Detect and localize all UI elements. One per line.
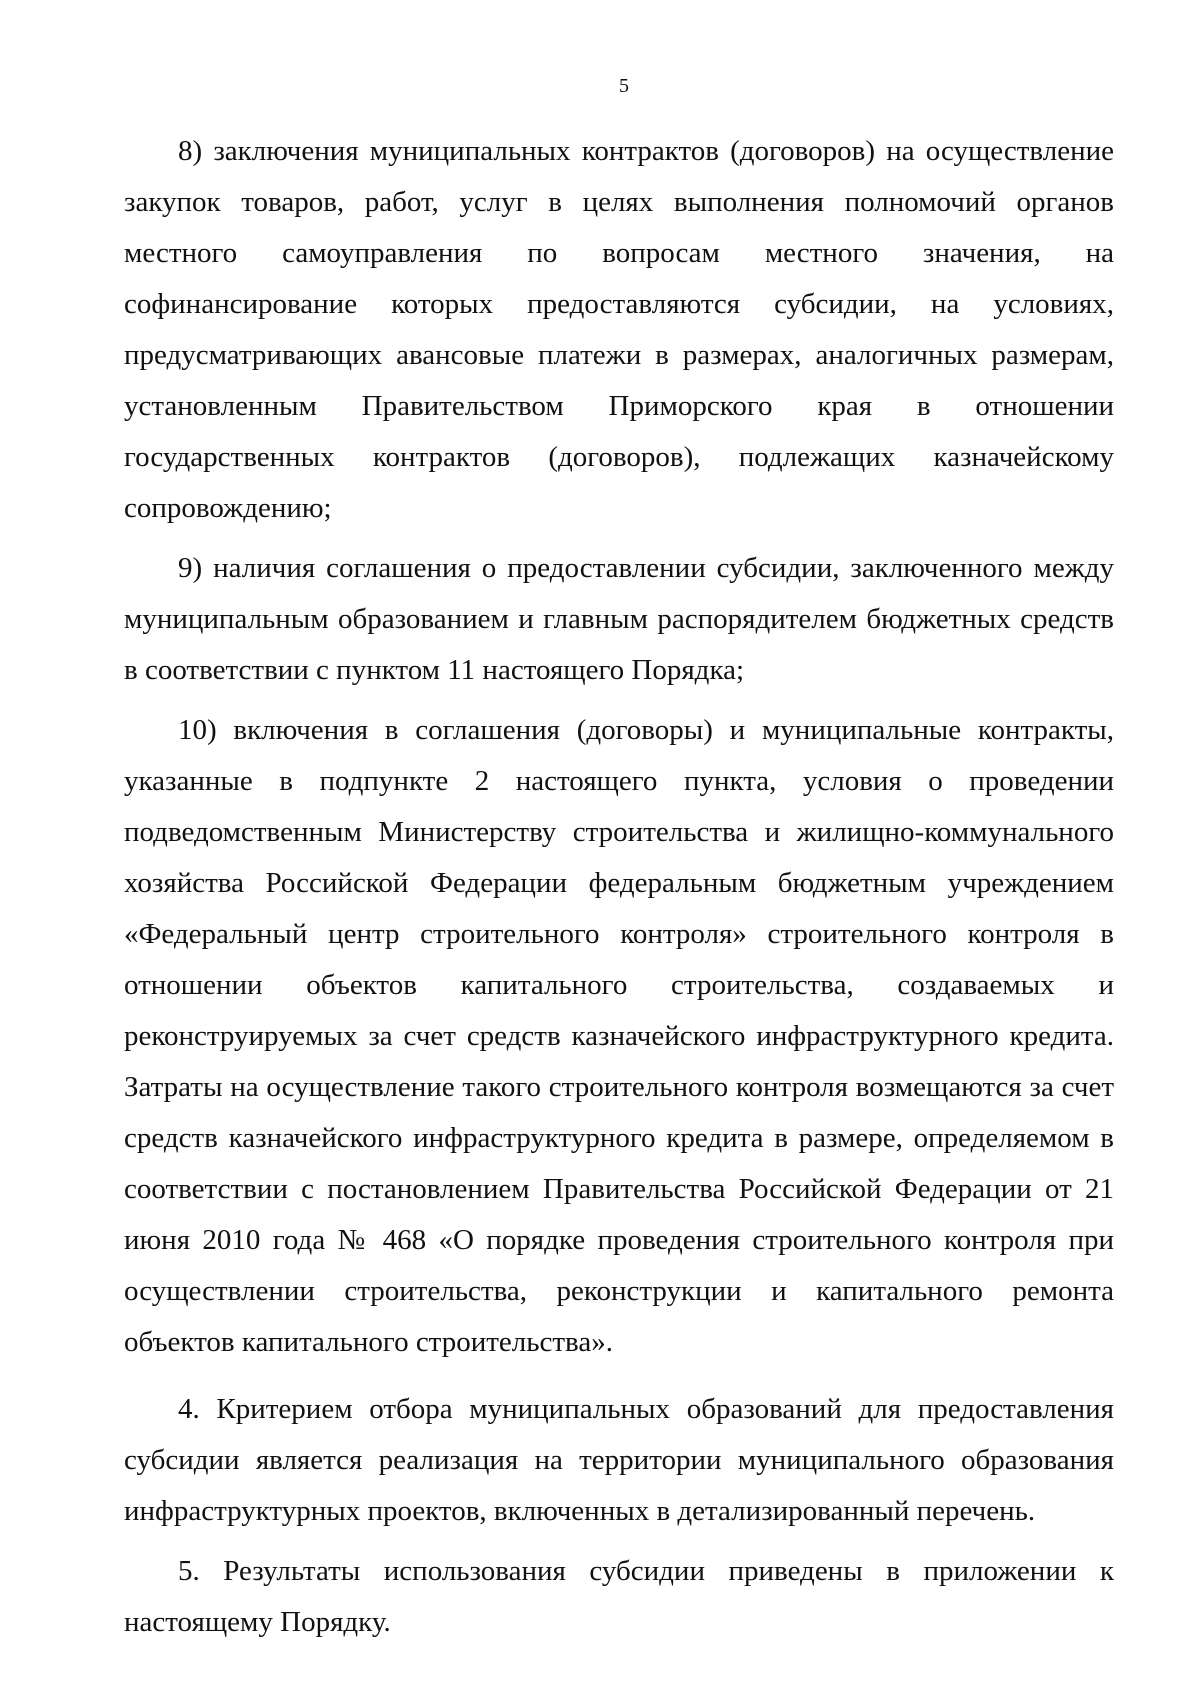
paragraph-section-4: 4. Критерием отбора муниципальных образований для предоставления субсидии является реализация на территории муниципального образования инфраструктурных проектов, включенных в детализированный перечень. [124, 1393, 1114, 1527]
paragraph-item-10: 10) включения в соглашения (договоры) и муниципальные контракты, указанные в подпункте 2 настоящего пункта, условия о проведении подведомственным Министерству строительства и жилищно-коммунального хозяйства Российской Федерации федеральным бюджетным учреждением «Федеральный центр строительного контроля» строительного контроля в отношении объектов капитального строительства, создаваемых и реконструируемых за счет средств казначейского инфраструктурного кредита. Затраты на осуществление такого строительного контроля возмещаются за счет средств казначейского инфраструктурного кредита в размере, определяемом в соответствии с постановлением Правительства Российской Федерации от 21 июня 2010 года № 468 «О порядке проведения строительного контроля при осуществлении строительства, реконструкции и капитального ремонта объектов капитального строительства». [124, 714, 1114, 1358]
paragraph-section-5: 5. Результаты использования субсидии приведены в приложении к настоящему Порядку. [124, 1555, 1114, 1638]
document-body [124, 126, 1114, 1657]
paragraph-item-8: 8) заключения муниципальных контрактов (договоров) на осуществление закупок товаров, работ, услуг в целях выполнения полномочий органов местного самоуправления по вопросам местного значения, на софинансирование которых предоставляются субсидии, на условиях, предусматривающих авансовые платежи в размерах, аналогичных размерам, установленным Правительством Приморского края в отношении государственных контрактов (договоров), подлежащих казначейскому сопровождению; [124, 135, 1114, 524]
page-number: 5 [619, 75, 629, 97]
paragraph-item-9: 9) наличия соглашения о предоставлении субсидии, заключенного между муниципальным образованием и главным распорядителем бюджетных средств в соответствии с пунктом 11 настоящего Порядка; [124, 552, 1114, 686]
